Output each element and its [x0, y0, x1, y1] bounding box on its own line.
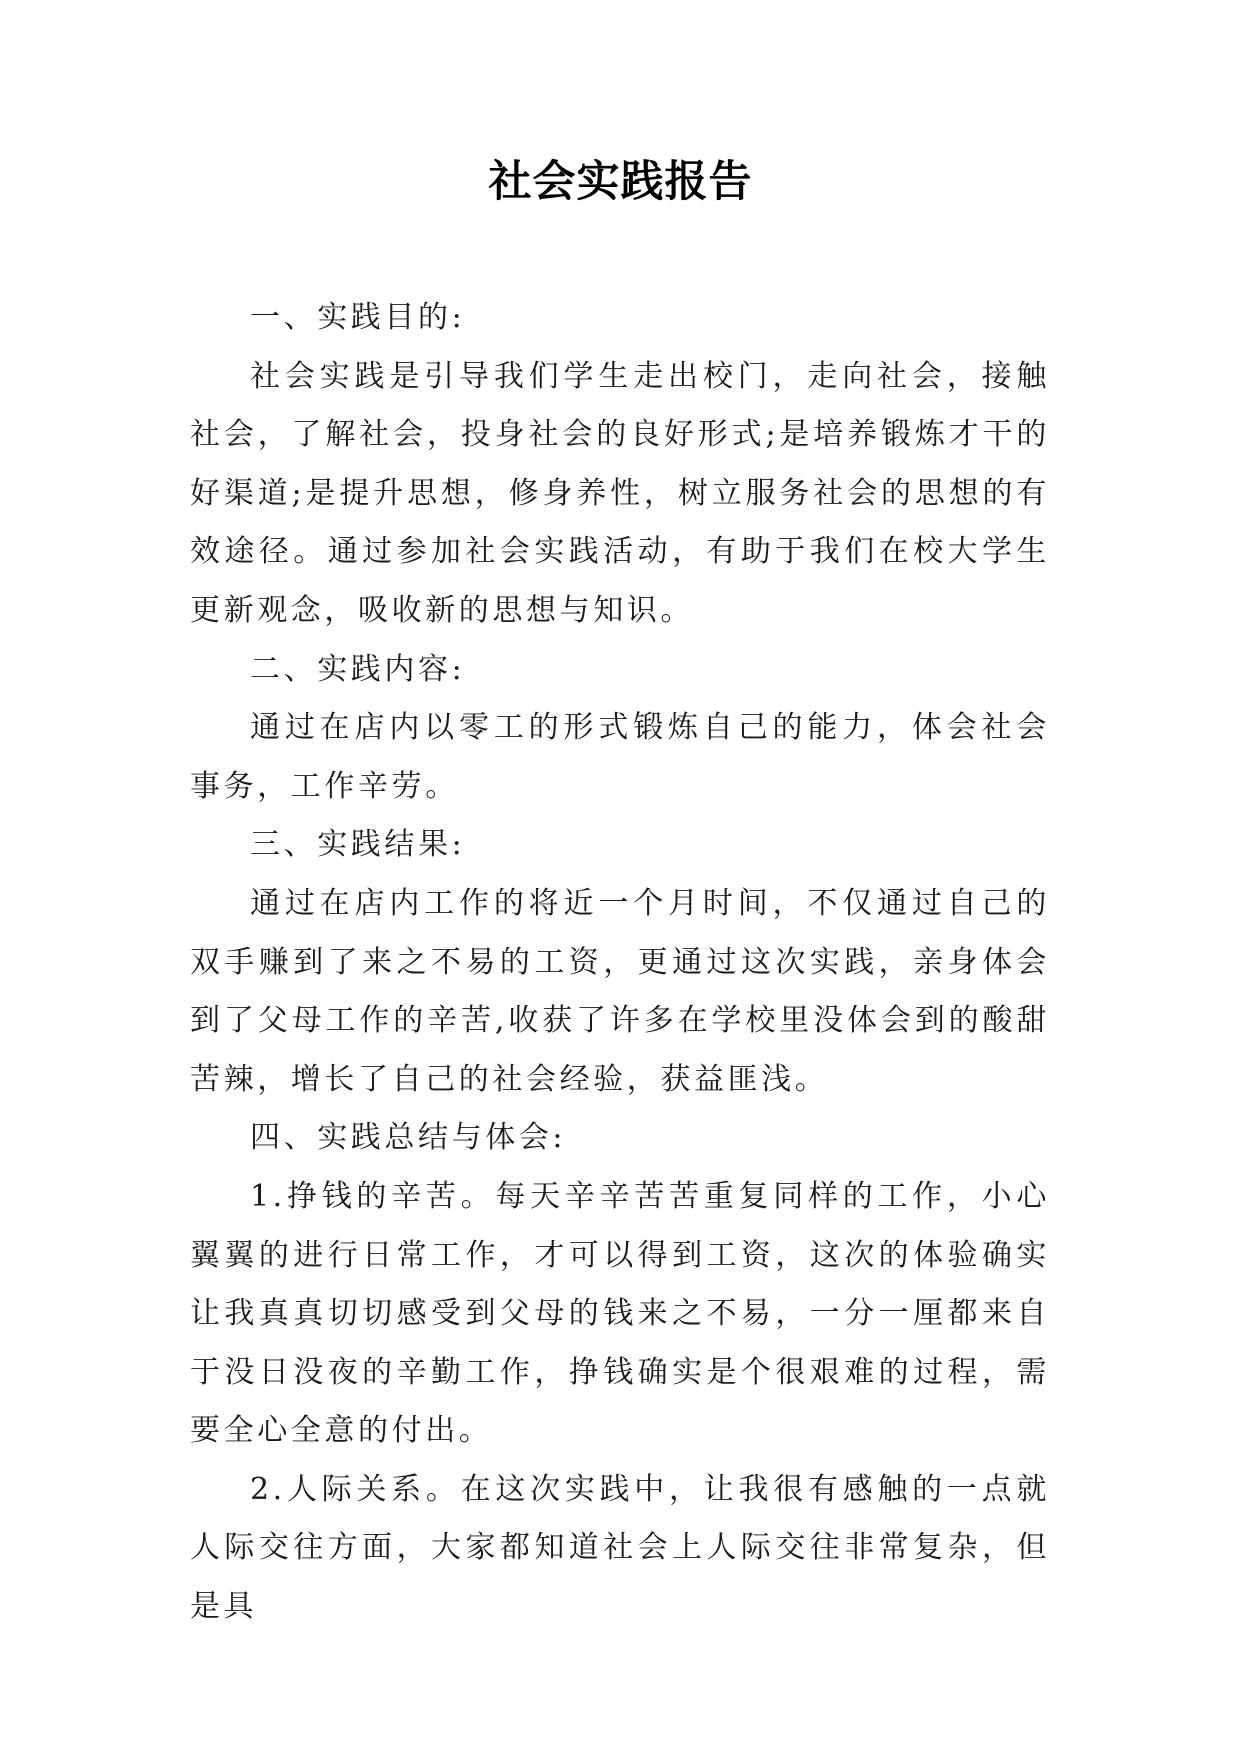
- document-title: 社会实践报告: [488, 157, 753, 207]
- paragraph-result: 通过在店内工作的将近一个月时间，不仅通过自己的双手赚到了来之不易的工资，更通过这次实践，亲身体会到了父母工作的辛苦,收获了许多在学校里没体会到的酸甜苦辣，增长了自己的社会经验，获益匪浅。: [190, 885, 1050, 1097]
- paragraph-summary-1: 1.挣钱的辛苦。每天辛辛苦苦重复同样的工作，小心翼翼的进行日常工作，才可以得到工资，这次的体验确实让我真真切切感受到父母的钱来之不易，一分一厘都来自于没日没夜的辛勤工作，挣钱确实是个很艰难的过程，需要全心全意的付出。: [190, 1178, 1050, 1449]
- paragraph-content: 通过在店内以零工的形式锻炼自己的能力，体会社会事务，工作辛劳。: [190, 710, 1050, 804]
- heading-summary: 四、实践总结与体会:: [250, 1120, 567, 1156]
- heading-result: 三、实践结果:: [250, 827, 466, 863]
- paragraph-purpose: 社会实践是引导我们学生走出校门，走向社会，接触社会，了解社会，投身社会的良好形式;是培养锻炼才干的好渠道;是提升思想，修身养性，树立服务社会的思想的有效途径。通过参加社会实践活动，有助于我们在校大学生更新观念，吸收新的思想与知识。: [190, 358, 1050, 628]
- document-body: [190, 289, 1050, 1637]
- heading-purpose: 一、实践目的:: [250, 300, 466, 335]
- paragraph-summary-2: 2.人际关系。在这次实践中，让我很有感触的一点就人际交往方面，大家都知道社会上人际交往非常复杂，但是具: [190, 1471, 1050, 1625]
- heading-content: 二、实践内容:: [250, 651, 466, 687]
